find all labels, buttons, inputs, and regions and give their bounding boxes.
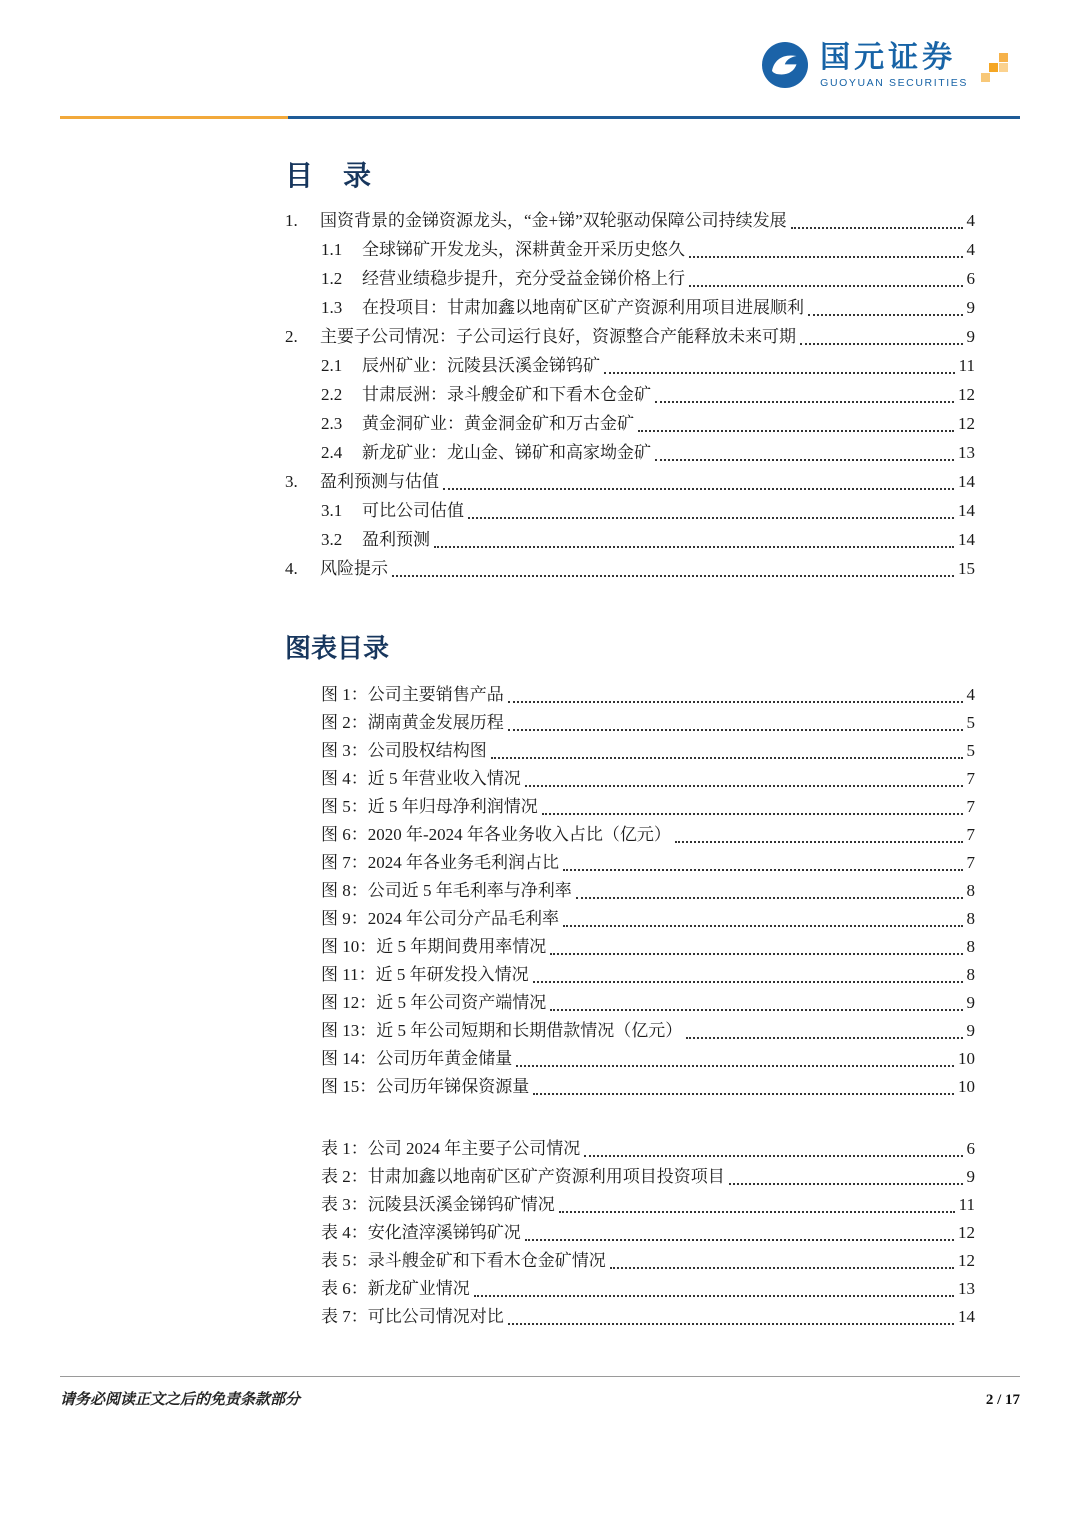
entry-number: 3.2	[321, 530, 343, 549]
dot-leader	[508, 701, 963, 703]
entry-page-number: 5	[966, 741, 975, 760]
entry-page-number: 6	[966, 269, 975, 288]
entry-label: 表 3：沅陵县沃溪金锑钨矿情况	[321, 1195, 555, 1214]
dot-leader	[559, 1211, 955, 1213]
toc-entry	[285, 467, 975, 496]
dot-leader	[550, 953, 962, 955]
entry-label: 图 3：公司股权结构图	[321, 741, 487, 760]
dot-leader	[533, 981, 963, 983]
figure-entry	[285, 1017, 975, 1045]
table-entry	[285, 1163, 975, 1191]
entry-page-number: 9	[966, 993, 975, 1012]
entry-label: 表 1：公司 2024 年主要子公司情况	[321, 1139, 581, 1158]
entry-label: 经营业绩稳步提升，充分受益金锑价格上行	[362, 269, 685, 288]
figure-entry	[285, 877, 975, 905]
entry-page-number: 5	[966, 713, 975, 732]
dot-leader	[791, 227, 963, 229]
entry-page-number: 9	[966, 327, 975, 346]
entry-number: 1.1	[321, 240, 343, 259]
figure-entry	[285, 821, 975, 849]
entry-label: 图 6：2020 年-2024 年各业务收入占比（亿元）	[321, 825, 671, 844]
entry-label: 表 5：录斗艘金矿和下看木仓金矿情况	[321, 1251, 606, 1270]
figure-entry	[285, 961, 975, 989]
entry-page-number: 11	[958, 1195, 975, 1214]
dot-leader	[689, 256, 963, 258]
entry-number: 2.1	[321, 356, 343, 375]
dot-leader	[443, 488, 954, 490]
entry-page-number: 12	[958, 1223, 975, 1242]
entry-number: 3.	[285, 472, 298, 491]
entry-label: 图 11：近 5 年研发投入情况	[321, 965, 529, 984]
entry-label: 图 8：公司近 5 年毛利率与净利率	[321, 881, 572, 900]
entry-page-number: 13	[958, 443, 975, 462]
dot-leader	[655, 401, 954, 403]
entry-label: 风险提示	[320, 559, 388, 578]
toc-entry	[285, 525, 975, 554]
header-divider-blue-segment	[288, 116, 1020, 119]
figure-list	[285, 681, 975, 1101]
entry-label: 新龙矿业：龙山金、锑矿和高家坳金矿	[362, 443, 651, 462]
dot-leader	[584, 1155, 962, 1157]
dot-leader	[655, 459, 954, 461]
dot-leader	[468, 517, 954, 519]
dot-leader	[686, 1037, 962, 1039]
dot-leader	[508, 1323, 954, 1325]
entry-page-number: 4	[966, 211, 975, 230]
entry-label: 国资背景的金锑资源龙头，“金+锑”双轮驱动保障公司持续发展	[320, 211, 787, 230]
entry-number: 3.1	[321, 501, 343, 520]
entry-label: 甘肃辰洲：录斗艘金矿和下看木仓金矿	[362, 385, 651, 404]
table-entry	[285, 1275, 975, 1303]
entry-label: 表 7：可比公司情况对比	[321, 1307, 504, 1326]
entry-label: 图 7：2024 年各业务毛利润占比	[321, 853, 559, 872]
brand-name-cn: 国元证券	[820, 40, 957, 74]
entry-page-number: 12	[958, 1251, 975, 1270]
brand-name-en: GUOYUAN SECURITIES	[820, 76, 968, 89]
dot-leader	[610, 1267, 954, 1269]
toc-entry	[285, 554, 975, 583]
entry-page-number: 7	[966, 853, 975, 872]
dot-leader	[576, 897, 963, 899]
dot-leader	[542, 813, 963, 815]
entry-label: 盈利预测	[362, 530, 430, 549]
entry-page-number: 7	[966, 769, 975, 788]
toc-entry	[285, 409, 975, 438]
header-divider-gold-segment	[60, 116, 288, 119]
toc-entry	[285, 264, 975, 293]
toc-entry	[285, 206, 975, 235]
toc-entry	[285, 235, 975, 264]
dot-leader	[563, 869, 963, 871]
toc-entry	[285, 380, 975, 409]
entry-label: 图 5：近 5 年归母净利润情况	[321, 797, 538, 816]
entry-label: 图 14：公司历年黄金储量	[321, 1049, 513, 1068]
entry-label: 图 9：2024 年公司分产品毛利率	[321, 909, 559, 928]
footer-page-number: 2 / 17	[985, 1392, 1020, 1408]
toc-title: 目 录	[285, 161, 373, 192]
entry-page-number: 15	[958, 559, 975, 578]
entry-page-number: 8	[966, 881, 975, 900]
toc-entry	[285, 293, 975, 322]
entry-page-number: 10	[958, 1077, 975, 1096]
entry-label: 图 10：近 5 年期间费用率情况	[321, 937, 547, 956]
toc-entry	[285, 351, 975, 380]
entry-page-number: 10	[958, 1049, 975, 1068]
entry-page-number: 7	[966, 825, 975, 844]
entry-label: 表 4：安化渣滓溪锑钨矿况	[321, 1223, 521, 1242]
toc-column	[285, 160, 975, 1331]
entry-number: 2.2	[321, 385, 343, 404]
figure-entry	[285, 933, 975, 961]
entry-page-number: 7	[966, 797, 975, 816]
entry-number: 1.2	[321, 269, 343, 288]
brand-logo	[760, 40, 1016, 90]
figure-entry	[285, 681, 975, 709]
figure-entry	[285, 905, 975, 933]
entry-label: 图 15：公司历年锑保资源量	[321, 1077, 530, 1096]
dot-leader	[392, 575, 954, 577]
entry-number: 4.	[285, 559, 298, 578]
figures-title: 图表目录	[285, 634, 390, 663]
figure-entry	[285, 737, 975, 765]
dot-leader	[604, 372, 955, 374]
figure-entry	[285, 793, 975, 821]
entry-label: 图 1：公司主要销售产品	[321, 685, 504, 704]
entry-page-number: 8	[966, 937, 975, 956]
entry-number: 1.	[285, 211, 298, 230]
entry-page-number: 14	[958, 472, 975, 491]
toc-entry	[285, 496, 975, 525]
entry-page-number: 9	[966, 298, 975, 317]
entry-page-number: 11	[958, 356, 975, 375]
table-entry	[285, 1191, 975, 1219]
table-entry	[285, 1303, 975, 1331]
dot-leader	[689, 285, 963, 287]
entry-page-number: 8	[966, 965, 975, 984]
dot-leader	[563, 925, 963, 927]
figure-entry	[285, 849, 975, 877]
table-entry	[285, 1247, 975, 1275]
dot-leader	[525, 1239, 954, 1241]
entry-number: 2.3	[321, 414, 343, 433]
dot-leader	[434, 546, 954, 548]
dot-leader	[800, 343, 963, 345]
entry-page-number: 4	[966, 685, 975, 704]
entry-label: 盈利预测与估值	[320, 472, 439, 491]
page-header	[60, 40, 1020, 120]
figure-entry	[285, 989, 975, 1017]
figure-entry	[285, 765, 975, 793]
table-entry	[285, 1135, 975, 1163]
entry-label: 表 2：甘肃加鑫以地南矿区矿产资源利用项目投资项目	[321, 1167, 725, 1186]
toc-entry	[285, 438, 975, 467]
entry-label: 表 6：新龙矿业情况	[321, 1279, 470, 1298]
entry-label: 可比公司估值	[362, 501, 464, 520]
dot-leader	[516, 1065, 954, 1067]
dot-leader	[525, 785, 963, 787]
entry-number: 2.4	[321, 443, 343, 462]
entry-page-number: 14	[958, 530, 975, 549]
entry-page-number: 6	[966, 1139, 975, 1158]
dot-leader	[808, 314, 963, 316]
entry-number: 1.3	[321, 298, 343, 317]
dot-leader	[675, 841, 963, 843]
entry-label: 图 13：近 5 年公司短期和长期借款情况（亿元）	[321, 1021, 683, 1040]
entry-number: 2.	[285, 327, 298, 346]
brand-pixel-motif-icon	[980, 52, 1016, 84]
dot-leader	[550, 1009, 962, 1011]
brand-text	[820, 42, 968, 89]
entry-page-number: 9	[966, 1167, 975, 1186]
entry-page-number: 12	[958, 385, 975, 404]
entry-page-number: 14	[958, 501, 975, 520]
dot-leader	[491, 757, 963, 759]
entry-label: 图 4：近 5 年营业收入情况	[321, 769, 521, 788]
dot-leader	[638, 430, 954, 432]
table-entry	[285, 1219, 975, 1247]
dot-leader	[533, 1093, 954, 1095]
entry-label: 黄金洞矿业：黄金洞金矿和万古金矿	[362, 414, 634, 433]
dot-leader	[508, 729, 963, 731]
header-divider	[60, 116, 1020, 119]
footer-disclaimer: 请务必阅读正文之后的免责条款部分	[60, 1392, 301, 1408]
footer-divider	[60, 1376, 1020, 1377]
entry-page-number: 4	[966, 240, 975, 259]
brand-circle-icon	[760, 40, 810, 90]
entry-label: 图 12：近 5 年公司资产端情况	[321, 993, 547, 1012]
entry-page-number: 9	[966, 1021, 975, 1040]
figure-entry	[285, 1073, 975, 1101]
figure-entry	[285, 709, 975, 737]
figure-entry	[285, 1045, 975, 1073]
entry-page-number: 13	[958, 1279, 975, 1298]
entry-label: 图 2：湖南黄金发展历程	[321, 713, 504, 732]
entry-label: 辰州矿业：沅陵县沃溪金锑钨矿	[362, 356, 600, 375]
page-footer	[60, 1388, 1020, 1409]
toc-list	[285, 206, 975, 583]
entry-label: 在投项目：甘肃加鑫以地南矿区矿产资源利用项目进展顺利	[362, 298, 804, 317]
dot-leader	[729, 1183, 963, 1185]
entry-label: 全球锑矿开发龙头，深耕黄金开采历史悠久	[362, 240, 685, 259]
toc-entry	[285, 322, 975, 351]
dot-leader	[474, 1295, 954, 1297]
table-list	[285, 1135, 975, 1331]
entry-page-number: 14	[958, 1307, 975, 1326]
entry-page-number: 8	[966, 909, 975, 928]
entry-label: 主要子公司情况：子公司运行良好，资源整合产能释放未来可期	[320, 327, 796, 346]
entry-page-number: 12	[958, 414, 975, 433]
